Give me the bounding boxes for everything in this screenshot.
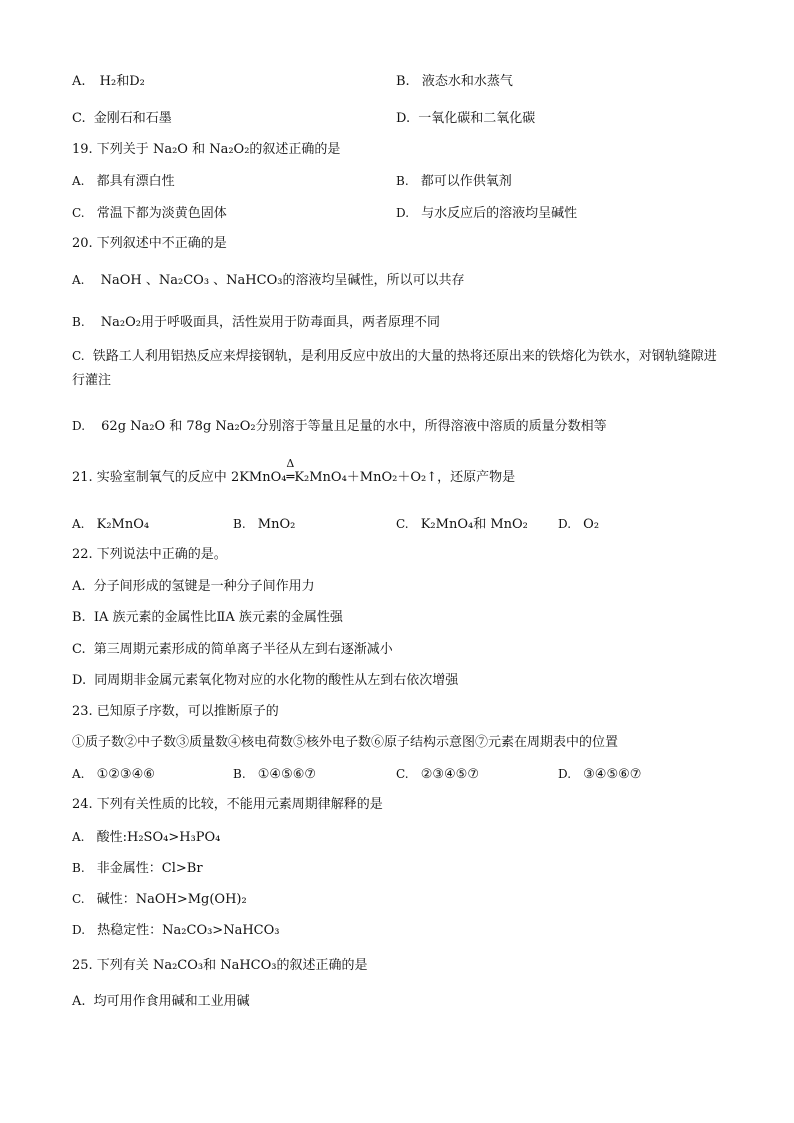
heat-equals-sign: Δ ═	[286, 457, 295, 485]
q20-option-a: A. NaOH 、Na₂CO₃ 、NaHCO₃的溶液均呈碱性，所以可以共存	[72, 273, 465, 288]
q20-option-c: C. 铁路工人利用铝热反应来焊接钢轨，是利用反应中放出的大量的热将还原出来的铁熔化为铁水，对钢轨缝隙进行灌注	[72, 349, 717, 388]
q23-stem: 23. 已知原子序数，可以推断原子的	[72, 704, 279, 719]
q20-option-d: D. 62g Na₂O 和 78g Na₂O₂分别溶于等量且足量的水中，所得溶液中溶质的质量分数相等	[72, 419, 607, 434]
q19-option-d: D. 与水反应后的溶液均呈碱性	[396, 206, 578, 221]
q19-option-a: A. 都具有漂白性	[72, 174, 175, 189]
q18-option-d: D. 一氧化碳和二氧化碳	[396, 111, 536, 126]
q22-option-c: C. 第三周期元素形成的简单离子半径从左到右逐渐减小	[72, 642, 393, 657]
q22-stem: 22. 下列说法中正确的是。	[72, 547, 227, 562]
q18-option-a: A. H₂和D₂	[72, 74, 145, 89]
q25-stem: 25. 下列有关 Na₂CO₃和 NaHCO₃的叙述正确的是	[72, 958, 368, 973]
q21-option-d: D. O₂	[558, 517, 600, 532]
q19-option-b: B. 都可以作供氧剂	[396, 174, 512, 189]
q22-option-a: A. 分子间形成的氢键是一种分子间作用力	[72, 579, 315, 594]
q23-option-b: B. ①④⑤⑥⑦	[233, 767, 317, 782]
q23-list: ①质子数②中子数③质量数④核电荷数⑤核外电子数⑥原子结构示意图⑦元素在周期表中的位置	[72, 735, 619, 750]
q22-option-b: B. ⅠA 族元素的金属性比ⅡA 族元素的金属性强	[72, 610, 343, 625]
q21-option-c: C. K₂MnO₄和 MnO₂	[396, 517, 528, 532]
q25-option-a: A. 均可用作食用碱和工业用碱	[72, 994, 250, 1009]
q20-option-b: B. Na₂O₂用于呼吸面具，活性炭用于防毒面具，两者原理不同	[72, 315, 440, 330]
q19-stem: 19. 下列关于 Na₂O 和 Na₂O₂的叙述正确的是	[72, 142, 341, 157]
q24-option-a: A. 酸性:H₂SO₄>H₃PO₄	[72, 830, 221, 845]
q24-option-d: D. 热稳定性：Na₂CO₃>NaHCO₃	[72, 923, 280, 938]
q24-option-c: C. 碱性：NaOH>Mg(OH)₂	[72, 892, 247, 907]
q21-option-b: B. MnO₂	[233, 517, 296, 532]
q19-option-c: C. 常温下都为淡黄色固体	[72, 206, 227, 221]
q23-option-a: A. ①②③④⑥	[72, 767, 155, 782]
q18-option-b: B. 液态水和水蒸气	[396, 74, 513, 89]
q23-option-d: D. ③④⑤⑥⑦	[558, 767, 642, 782]
q18-option-c: C. 金刚石和石墨	[72, 111, 172, 126]
q21-option-a: A. K₂MnO₄	[72, 517, 150, 532]
q20-stem: 20. 下列叙述中不正确的是	[72, 236, 227, 251]
q24-option-b: B. 非金属性：Cl>Br	[72, 861, 203, 876]
q24-stem: 24. 下列有关性质的比较，不能用元素周期律解释的是	[72, 797, 383, 812]
q22-option-d: D. 同周期非金属元素氧化物对应的水化物的酸性从左到右依次增强	[72, 673, 459, 688]
q21-stem: 21. 实验室制氧气的反应中 2KMnO₄ Δ ═K₂MnO₄＋MnO₂＋O₂↑，还原产物是	[72, 457, 516, 485]
q23-option-c: C. ②③④⑤⑦	[396, 767, 479, 782]
delta-symbol: Δ	[286, 457, 295, 470]
